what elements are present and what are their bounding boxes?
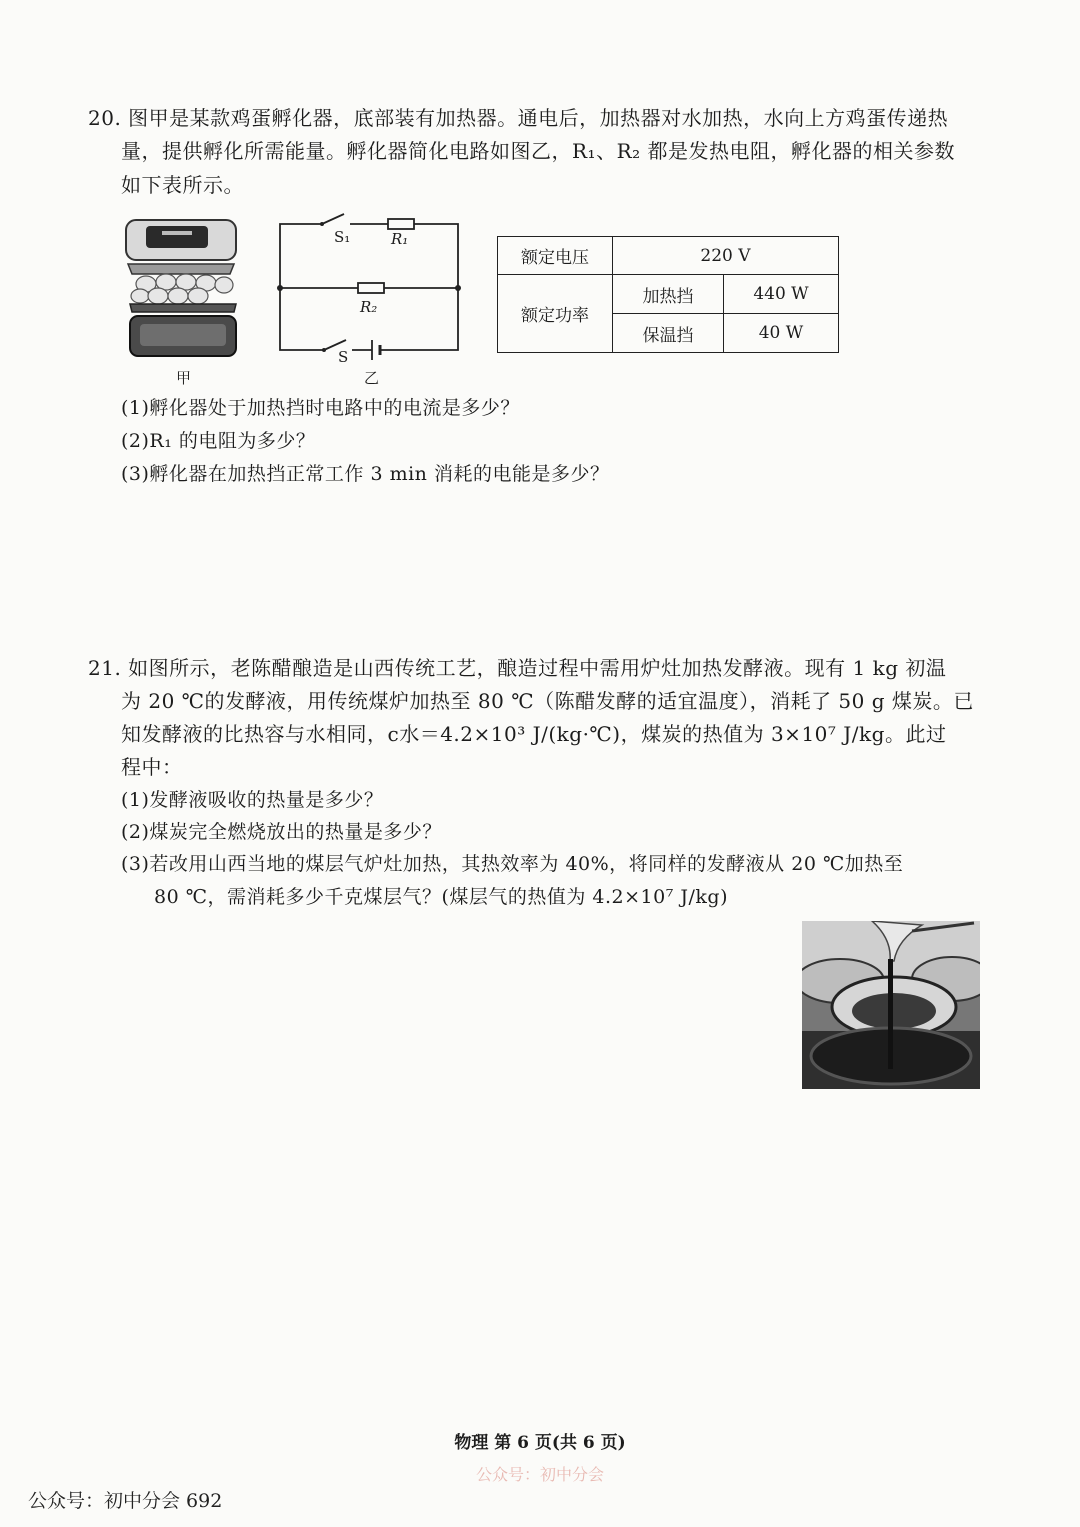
keep-warm-value: 40 W — [724, 314, 839, 353]
switch-s-label: S — [338, 348, 349, 366]
q21-sub-2: (2)煤炭完全燃烧放出的热量是多少？ — [121, 821, 442, 843]
heat-mode-value: 440 W — [724, 275, 839, 314]
q21-sub-3b: 80 ℃，需消耗多少千克煤层气？(煤层气的热值为 4.2×10⁷ J/kg) — [154, 886, 728, 908]
q21-line-2: 为 20 ℃的发酵液，用传统煤炉加热至 80 ℃（陈醋发酵的适宜温度），消耗了 50 g 煤炭。已 — [121, 689, 974, 713]
q21-line-1: 21. 如图所示，老陈醋酿造是山西传统工艺，酿造过程中需用炉灶加热发酵液。现有 1 kg 初温 — [88, 656, 947, 680]
incubator-figure — [118, 212, 248, 362]
q20-sub-2: (2)R₁ 的电阻为多少？ — [121, 430, 316, 452]
keep-warm-label: 保温挡 — [613, 314, 724, 353]
rated-power-label: 额定功率 — [498, 275, 613, 353]
q20-sub-1: (1)孵化器处于加热挡时电路中的电流是多少？ — [121, 397, 520, 419]
heat-mode-label: 加热挡 — [613, 275, 724, 314]
q20-sub-3: (3)孵化器在加热挡正常工作 3 min 消耗的电能是多少？ — [121, 463, 610, 485]
page-footer: 物理 第 6 页(共 6 页) — [454, 1433, 626, 1453]
q21-line-3: 知发酵液的比热容与水相同，c水＝4.2×10³ J/(kg·℃)，煤炭的热值为 3×10⁷ J/kg。此过 — [121, 722, 947, 746]
figure-b-caption: 乙 — [364, 369, 380, 387]
rated-voltage-label: 额定电压 — [498, 237, 613, 275]
q20-line-3: 如下表所示。 — [121, 173, 244, 197]
q21-sub-1: (1)发酵液吸收的热量是多少？ — [121, 789, 384, 811]
resistor-r2-label: R₂ — [360, 298, 378, 316]
q20-line-1: 20. 图甲是某款鸡蛋孵化器，底部装有加热器。通电后，加热器对水加热，水向上方鸡蛋传递热 — [88, 106, 949, 130]
switch-s1-label: S₁ — [334, 228, 351, 246]
circuit-diagram — [272, 208, 468, 368]
q21-line-4: 程中： — [121, 755, 183, 779]
vinegar-photo — [802, 921, 980, 1089]
watermark: 公众号：初中分会 — [475, 1465, 604, 1484]
q20-line-2: 量，提供孵化所需能量。孵化器简化电路如图乙，R₁、R₂ 都是发热电阻，孵化器的相关参数 — [121, 139, 956, 163]
rated-voltage-value: 220 V — [613, 237, 839, 275]
account-label: 公众号：初中分会 692 — [28, 1490, 223, 1512]
q21-sub-3a: (3)若改用山西当地的煤层气炉灶加热，其热效率为 40%，将同样的发酵液从 20 ℃加热至 — [121, 853, 904, 875]
resistor-r1-label: R₁ — [391, 230, 409, 248]
figure-a-caption: 甲 — [176, 369, 192, 387]
parameter-table — [497, 236, 839, 353]
